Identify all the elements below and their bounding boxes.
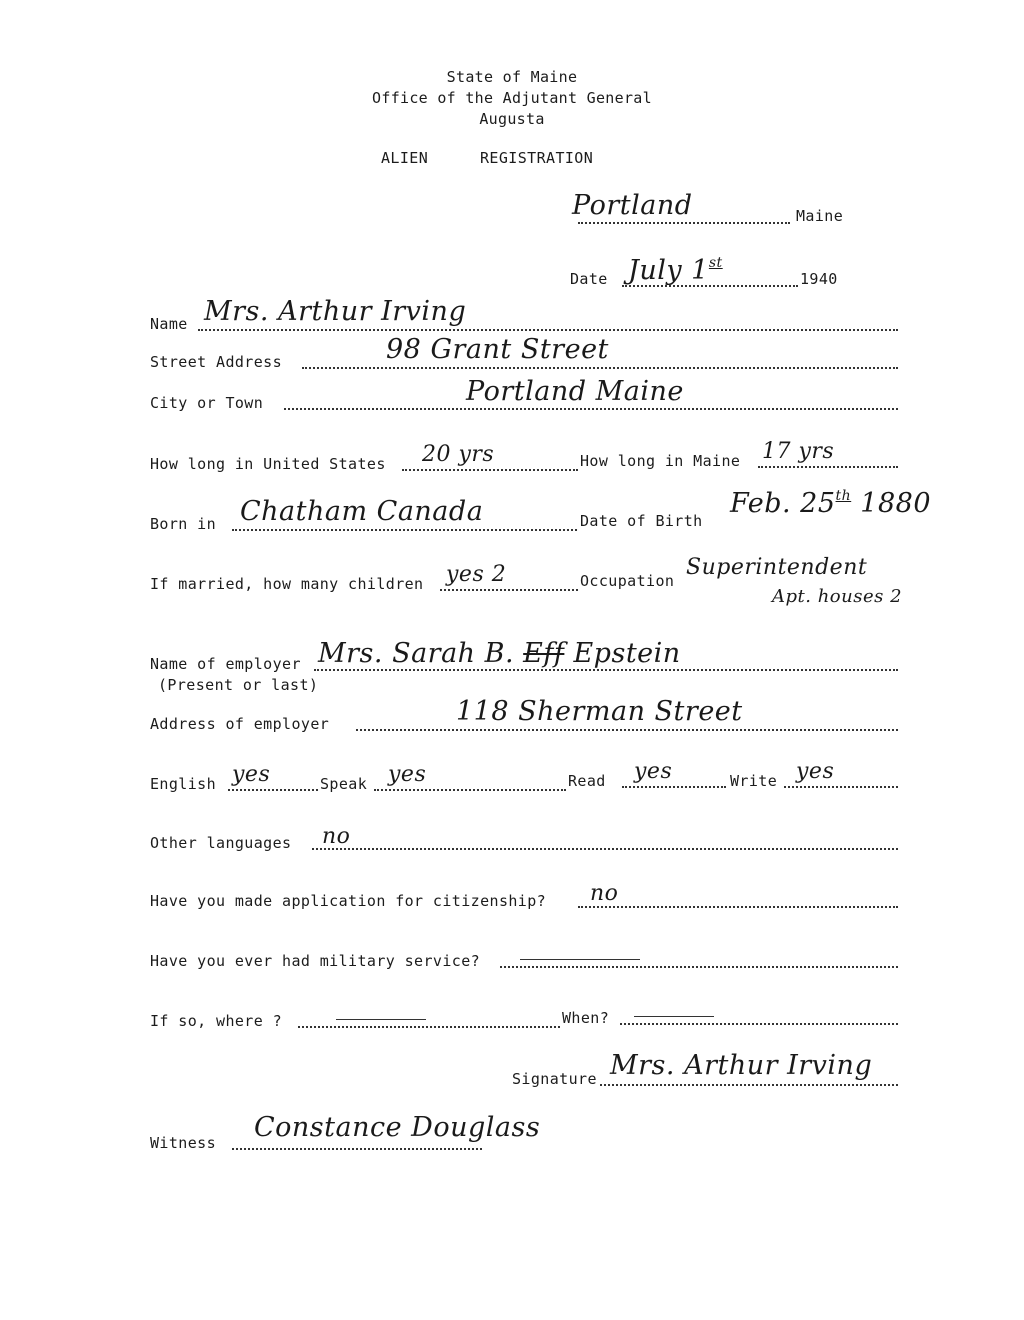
date-label: Date	[570, 270, 608, 288]
date-value: July 1st	[628, 255, 723, 286]
read-label: Read	[568, 772, 606, 790]
city-value: Portland Maine	[466, 376, 684, 407]
title-registration: REGISTRATION	[480, 149, 594, 167]
born-dots	[232, 529, 577, 531]
header-city: Augusta	[479, 110, 545, 128]
street-dots	[302, 367, 898, 369]
city-dots	[284, 408, 898, 410]
other-languages-label: Other languages	[150, 834, 292, 852]
occupation-value: Superintendent	[686, 555, 868, 580]
english-label: English	[150, 775, 217, 793]
when-dash	[634, 1016, 714, 1017]
date-dots	[622, 285, 798, 287]
english-value: yes	[232, 762, 271, 787]
where-dash	[336, 1019, 426, 1020]
city-label: City or Town	[150, 394, 264, 412]
employer-sublabel: (Present or last)	[158, 676, 319, 694]
occupation-label: Occupation	[580, 572, 675, 590]
citizenship-value: no	[590, 881, 619, 906]
citizenship-label: Have you made application for citizenship?	[150, 892, 547, 910]
english-dots	[228, 789, 318, 791]
married-label: If married, how many children	[150, 575, 424, 593]
write-label: Write	[730, 772, 778, 790]
employer-address-dots	[356, 729, 898, 731]
place-value: Portland	[572, 190, 693, 221]
dob-label: Date of Birth	[580, 512, 703, 530]
us-label: How long in United States	[150, 455, 386, 473]
employer-address-value: 118 Sherman Street	[456, 696, 743, 727]
write-dots	[784, 786, 898, 788]
speak-dots	[374, 789, 566, 791]
street-label: Street Address	[150, 353, 283, 371]
header-office: Office of the Adjutant General	[372, 89, 652, 107]
maine-value: 17 yrs	[762, 439, 835, 464]
other-languages-dots	[312, 848, 898, 850]
speak-label: Speak	[320, 775, 368, 793]
military-label: Have you ever had military service?	[150, 952, 481, 970]
maine-dots	[758, 466, 898, 468]
signature-dots	[600, 1084, 898, 1086]
employer-label: Name of employer	[150, 655, 301, 673]
name-label: Name	[150, 315, 188, 333]
title-alien: ALIEN	[381, 149, 429, 167]
witness-label: Witness	[150, 1134, 217, 1152]
employer-dots	[314, 669, 898, 671]
read-value: yes	[634, 759, 673, 784]
name-value: Mrs. Arthur Irving	[204, 296, 467, 327]
born-label: Born in	[150, 515, 217, 533]
where-label: If so, where ?	[150, 1012, 283, 1030]
occupation-value-2: Apt. houses 2	[772, 586, 903, 607]
employer-value: Mrs. Sarah B. Eff Epstein	[318, 638, 681, 669]
dob-value: Feb. 25th 1880	[730, 488, 932, 519]
header-state: State of Maine	[446, 68, 578, 86]
name-dots	[198, 329, 898, 331]
married-value: yes 2	[446, 562, 507, 587]
born-value: Chatham Canada	[240, 496, 484, 527]
where-dots	[298, 1026, 560, 1028]
other-languages-value: no	[322, 824, 351, 849]
signature-label: Signature	[512, 1070, 597, 1088]
place-state: Maine	[796, 207, 844, 225]
citizenship-dots	[578, 906, 898, 908]
write-value: yes	[796, 759, 835, 784]
employer-address-label: Address of employer	[150, 715, 330, 733]
married-dots	[440, 589, 578, 591]
witness-dots	[232, 1148, 482, 1150]
speak-value: yes	[388, 762, 427, 787]
signature-value: Mrs. Arthur Irving	[610, 1050, 873, 1081]
maine-label: How long in Maine	[580, 452, 741, 470]
witness-value: Constance Douglass	[254, 1112, 541, 1143]
us-dots	[402, 469, 578, 471]
when-label: When?	[562, 1009, 610, 1027]
place-dots	[578, 222, 790, 224]
date-year: 1940	[800, 270, 838, 288]
read-dots	[622, 786, 726, 788]
when-dots	[620, 1023, 898, 1025]
us-value: 20 yrs	[422, 442, 495, 467]
military-dash	[520, 959, 640, 960]
military-dots	[500, 966, 898, 968]
street-value: 98 Grant Street	[386, 334, 609, 365]
